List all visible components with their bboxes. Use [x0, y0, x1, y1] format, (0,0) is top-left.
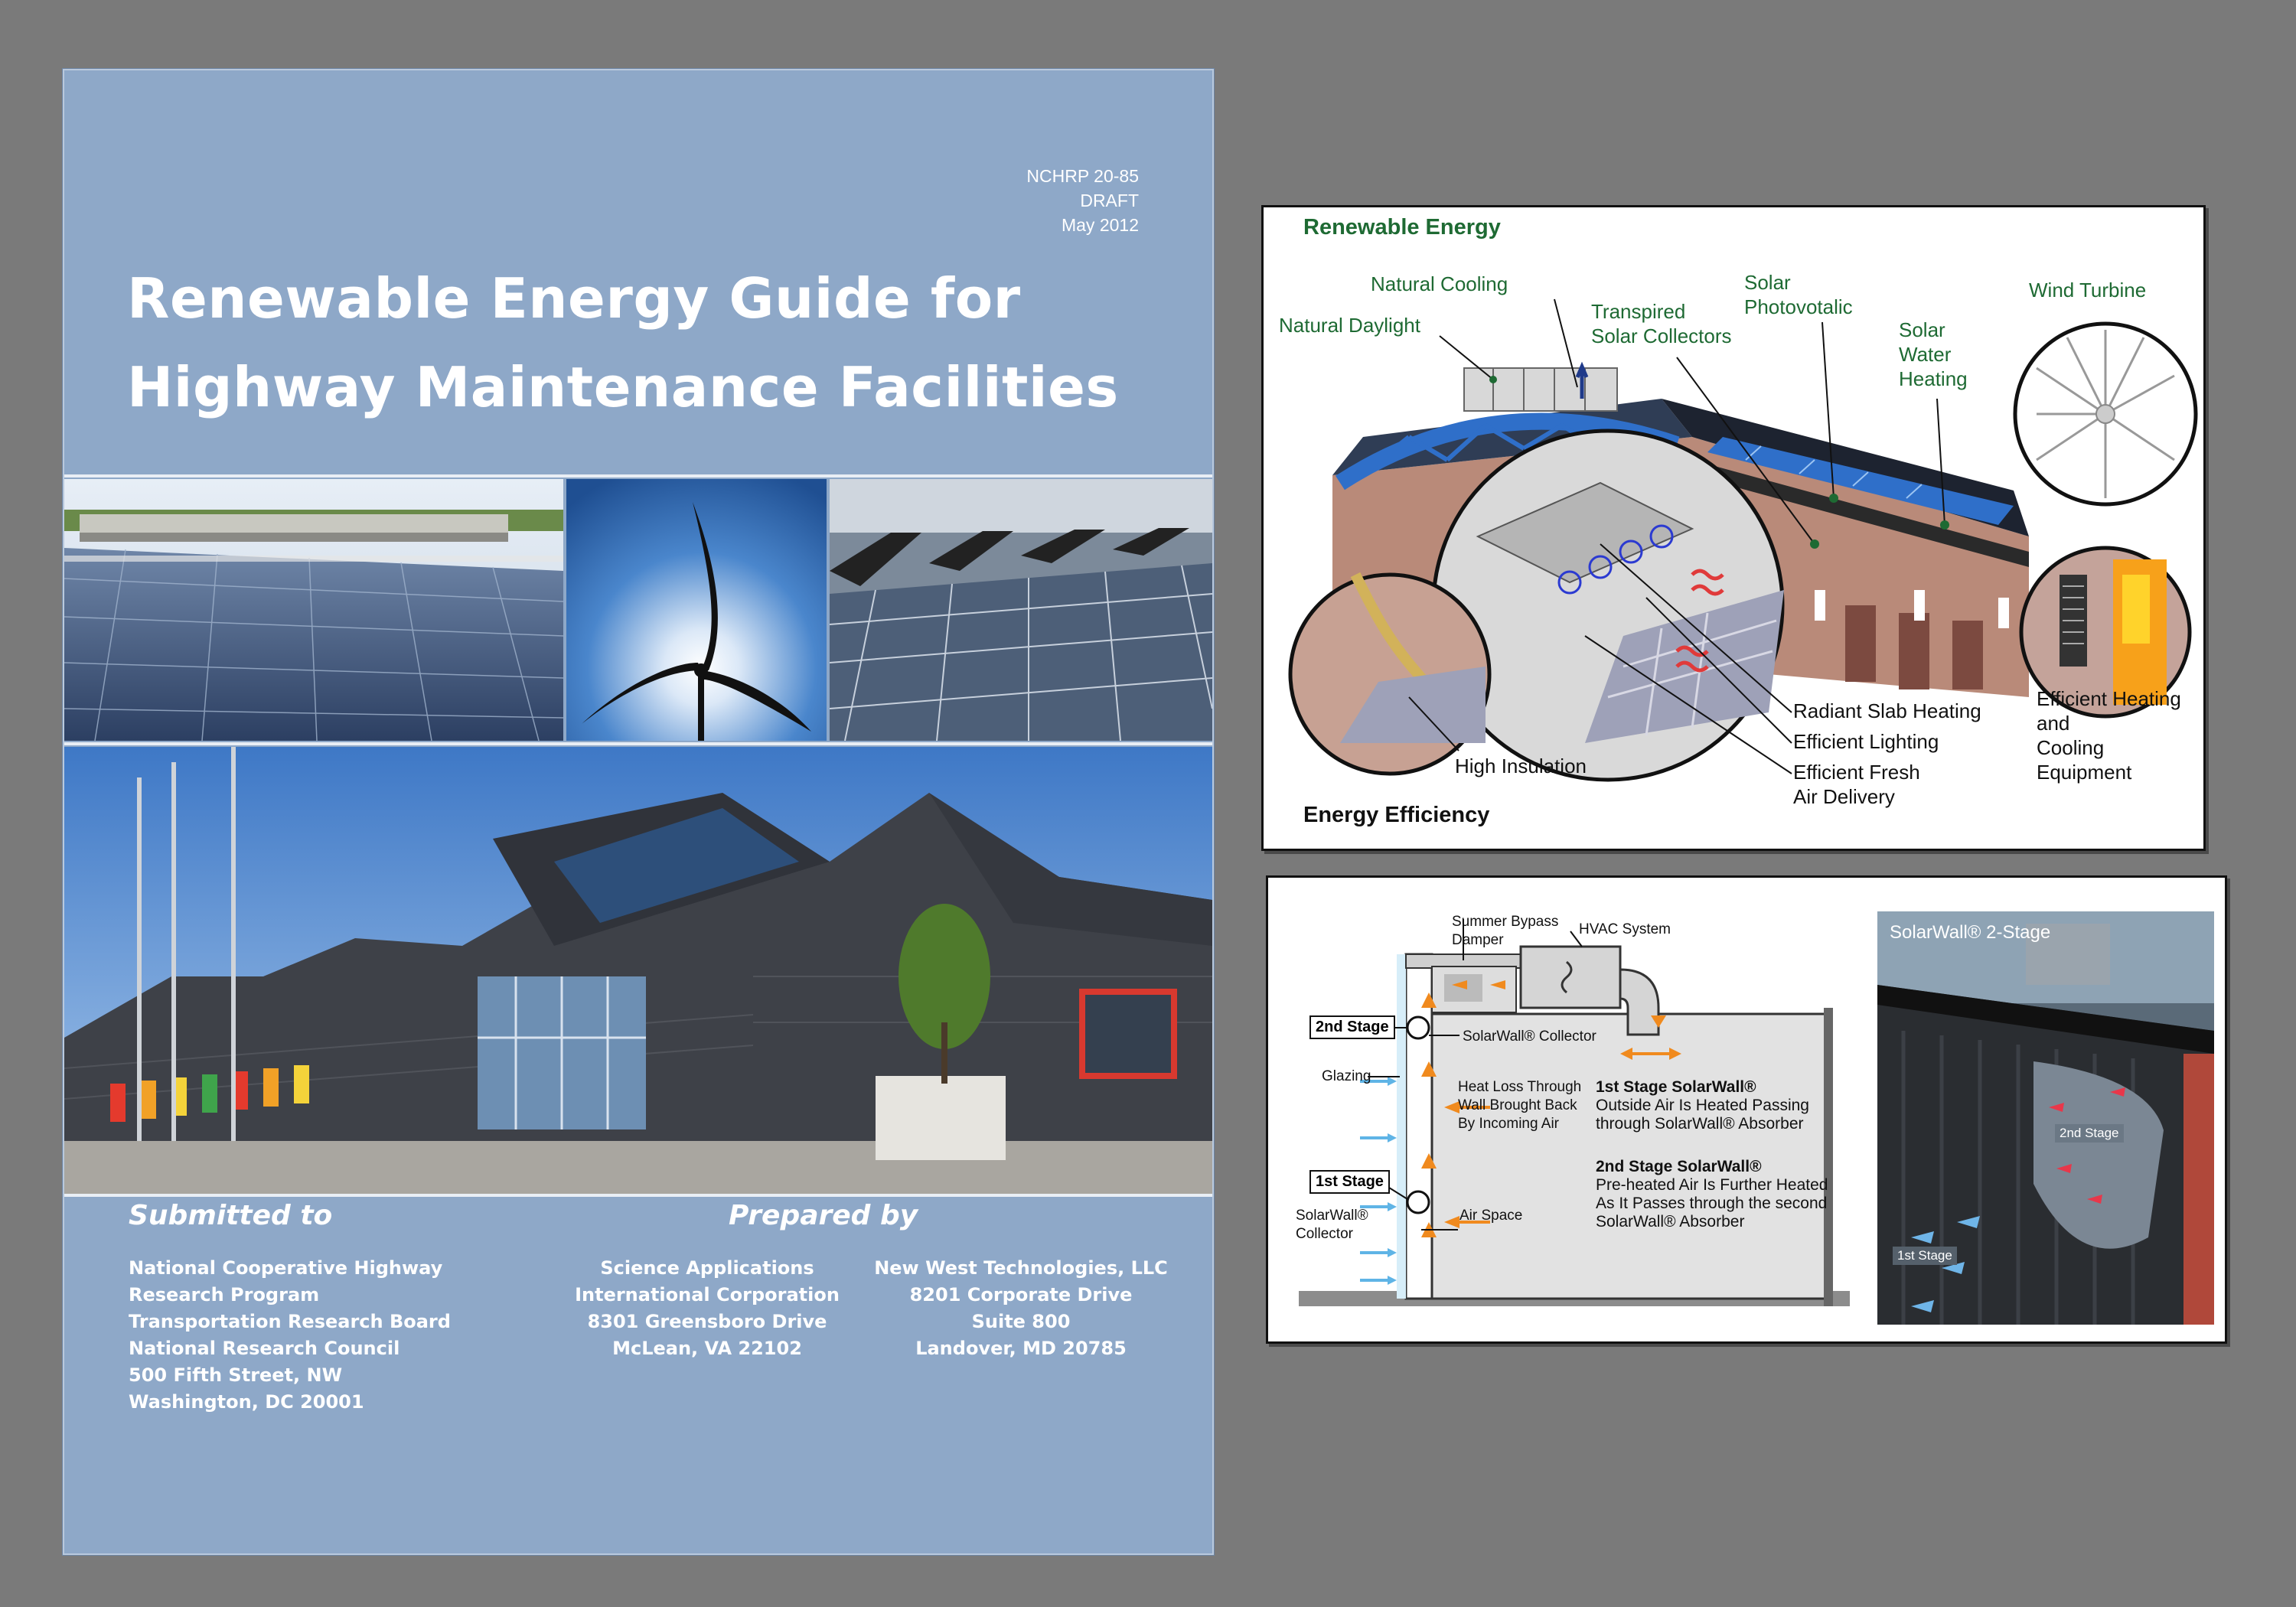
bypass-damper-label: [1452, 913, 1558, 950]
label-line: Photovotalic: [1744, 295, 1853, 318]
address-line: Suite 800: [971, 1311, 1071, 1332]
preparer-saic-address: [539, 1255, 876, 1362]
divider: [64, 742, 1212, 745]
draft-label: DRAFT: [1080, 191, 1139, 210]
radiant-slab-label: Radiant Slab Heating: [1793, 699, 1981, 722]
address-line: Science Applications: [600, 1257, 814, 1279]
address-line: 500 Fifth Street, NW: [129, 1364, 343, 1386]
collector-label: SolarWall® Collector: [1463, 1028, 1596, 1045]
divider: [64, 1194, 1212, 1197]
label-line: Solar: [1899, 318, 1945, 341]
address-line: Landover, MD 20785: [915, 1338, 1127, 1359]
label-line: through SolarWall® Absorber: [1596, 1115, 1804, 1133]
address-line: Washington, DC 20001: [129, 1391, 364, 1413]
submitted-to-address: [129, 1255, 451, 1416]
solar-pv-label: [1744, 270, 1853, 319]
first-stage-badge: 1st Stage: [1309, 1170, 1390, 1194]
solarwall-collector-label: [1296, 1207, 1368, 1244]
glazing-label: Glazing: [1322, 1068, 1371, 1084]
photo-title: SolarWall® 2-Stage: [1890, 922, 2051, 943]
maintenance-building-photo: [64, 747, 1212, 1194]
label-line: Cooling Equipment: [2037, 736, 2132, 784]
photo-second-stage-tag: 2nd Stage: [2055, 1124, 2124, 1143]
heat-loss-label: [1458, 1078, 1581, 1133]
stage2-title: 2nd Stage SolarWall®: [1596, 1158, 1762, 1175]
high-insulation-label: High Insulation: [1455, 755, 1587, 777]
wind-turbine-photo: [566, 479, 827, 741]
label-line: SolarWall®: [1296, 1208, 1368, 1224]
title-line-1: Renewable Energy Guide for: [127, 266, 1021, 331]
label-line: Transpired: [1591, 300, 1686, 323]
submitted-to-heading: Submitted to: [129, 1200, 333, 1231]
label-line: Efficient Fresh: [1793, 761, 1920, 784]
transpired-collectors-label: [1591, 299, 1732, 348]
project-number: NCHRP 20-85: [1026, 166, 1139, 186]
wind-turbine-label: Wind Turbine: [2029, 279, 2147, 302]
stage1-title: 1st Stage SolarWall®: [1596, 1078, 1756, 1096]
label-line: Wall Brought Back: [1458, 1097, 1577, 1113]
address-line: National Cooperative Highway: [129, 1257, 443, 1279]
divider: [64, 474, 1212, 478]
label-line: Water: [1899, 343, 1952, 366]
photo-first-stage-tag: 1st Stage: [1893, 1247, 1957, 1265]
address-line: McLean, VA 22102: [612, 1338, 802, 1359]
address-line: Research Program: [129, 1284, 320, 1305]
address-line: 8201 Corporate Drive: [909, 1284, 1133, 1305]
label-line: Pre-heated Air Is Further Heated: [1596, 1176, 1828, 1194]
address-line: 8301 Greensboro Drive: [587, 1311, 827, 1332]
label-line: Collector: [1296, 1226, 1353, 1242]
address-line: International Corporation: [575, 1284, 840, 1305]
efficient-lighting-label: Efficient Lighting: [1793, 730, 1939, 753]
stage1-description: [1596, 1078, 1809, 1133]
fresh-air-label: [1793, 760, 1920, 809]
report-title: [127, 254, 1122, 432]
solar-array-photo: [64, 479, 563, 741]
label-line: Heat Loss Through: [1458, 1079, 1582, 1095]
second-stage-badge: 2nd Stage: [1309, 1015, 1395, 1039]
label-line: By Incoming Air: [1458, 1116, 1559, 1132]
natural-daylight-label: Natural Daylight: [1279, 314, 1420, 337]
label-line: Solar: [1744, 271, 1791, 294]
label-line: Solar Collectors: [1591, 324, 1732, 347]
address-line: National Research Council: [129, 1338, 400, 1359]
preparer-newwest-address: [853, 1255, 1189, 1362]
solar-water-heating-label: [1899, 318, 1968, 391]
energy-features-diagram: [1261, 205, 2206, 851]
report-date: May 2012: [1061, 215, 1139, 235]
title-line-2: Highway Maintenance Facilities: [127, 355, 1119, 419]
cover-meta: [1026, 164, 1139, 237]
solarwall-diagram: [1266, 875, 2227, 1344]
label-line: Air Delivery: [1793, 785, 1895, 808]
label-line: Summer Bypass: [1452, 914, 1559, 930]
report-cover: [63, 69, 1214, 1555]
air-space-label: Air Space: [1459, 1208, 1523, 1224]
label-line: Damper: [1452, 932, 1504, 948]
label-line: As It Passes through the second: [1596, 1195, 1828, 1212]
renewable-energy-heading: Renewable Energy: [1303, 215, 1501, 240]
rooftop-solar-photo: [830, 479, 1212, 741]
address-line: New West Technologies, LLC: [874, 1257, 1168, 1279]
label-line: Efficient Heating and: [2037, 687, 2181, 735]
energy-efficiency-heading: Energy Efficiency: [1303, 803, 1490, 827]
label-line: Heating: [1899, 367, 1968, 390]
natural-cooling-label: Natural Cooling: [1371, 272, 1508, 295]
stage2-description: [1596, 1158, 1828, 1231]
address-line: Transportation Research Board: [129, 1311, 451, 1332]
label-line: SolarWall® Absorber: [1596, 1213, 1745, 1231]
prepared-by-heading: Prepared by: [729, 1200, 918, 1231]
hvac-label: HVAC System: [1579, 921, 1671, 937]
heating-cooling-label: [2037, 686, 2203, 784]
label-line: Outside Air Is Heated Passing: [1596, 1097, 1809, 1114]
